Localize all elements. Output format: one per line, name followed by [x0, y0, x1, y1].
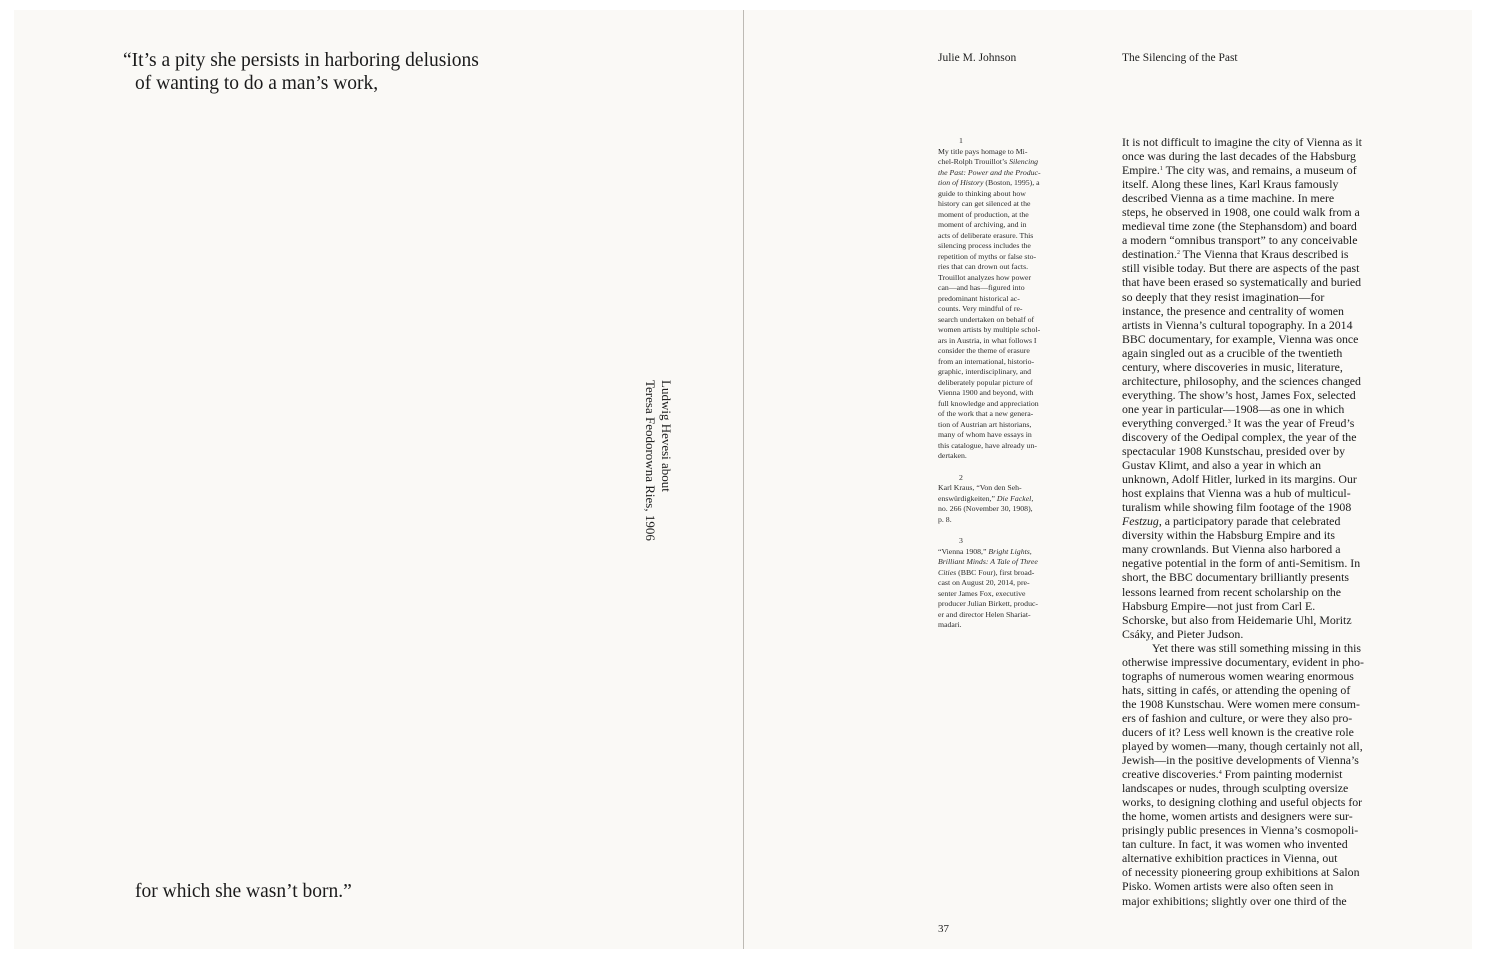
- body-line: so deeply that they resist imagination—for: [1122, 289, 1325, 304]
- footnote-number: 2: [959, 472, 963, 482]
- body-line: Gustav Klimt, and also a year in which an: [1122, 458, 1321, 473]
- footnote-fragment: enswürdigkeiten,”: [938, 493, 997, 503]
- body-line: short, the BBC documentary brilliantly presents: [1122, 570, 1349, 585]
- footnote-line: counts. Very mindful of re-: [938, 304, 1023, 313]
- footnote-1: [938, 136, 1066, 462]
- footnote-line: acts of deliberate erasure. This: [938, 230, 1034, 240]
- body-line: once was during the last decades of the Habsburg: [1122, 149, 1356, 164]
- body-line: artists in Vienna’s cultural topography. In a 2014: [1122, 317, 1353, 332]
- body-line: ducers of it? Less well known is the creative role: [1122, 724, 1354, 739]
- footnote-line: p. 8.: [938, 514, 952, 524]
- footnote-italic: Bright Lights,: [988, 546, 1032, 556]
- footnote-line: [938, 557, 1066, 568]
- body-fragment: The city was, and remains, a museum of: [1162, 163, 1357, 178]
- footnote-italic: Brilliant Minds: A Tale of Three: [938, 557, 1038, 566]
- body-line: negative potential in the form of anti-Semitism. In: [1122, 556, 1361, 571]
- footnote-italic: Cities: [938, 567, 957, 577]
- quote-attribution: [634, 380, 674, 560]
- body-line: [1122, 514, 1392, 528]
- footnote-line: [938, 568, 1066, 579]
- footnote-number: 3: [959, 536, 963, 545]
- body-line: discovery of the Oedipal complex, the year of the: [1122, 429, 1357, 444]
- footnote-line: of the work that a new genera-: [938, 409, 1034, 418]
- footnote-line: guide to thinking about how: [938, 188, 1026, 198]
- footnote-3: [938, 536, 1066, 631]
- footnote-fragment: (BBC Four), first broad-: [956, 567, 1035, 577]
- footnotes-column: [938, 136, 1066, 642]
- body-line: played by women—many, though certainly not all,: [1122, 739, 1363, 754]
- body-line: the 1908 Kunstschau. Were women mere consum-: [1122, 696, 1360, 711]
- body-line: [1122, 163, 1392, 177]
- footnote-line: er and director Helen Shariat-: [938, 609, 1031, 619]
- running-head-author: Julie M. Johnson: [938, 52, 1017, 64]
- body-fragment: , a participatory parade that celebrated: [1158, 514, 1341, 529]
- footnote-line: consider the theme of erasure: [938, 346, 1030, 355]
- footnote-line: moment of production, at the: [938, 209, 1029, 219]
- body-line: steps, he observed in 1908, one could walk from a: [1122, 205, 1360, 220]
- footnote-marker: 1: [1159, 166, 1163, 173]
- body-line: everything. The show’s host, James Fox, selected: [1122, 387, 1356, 402]
- body-line: described Vienna as a time machine. In mere: [1122, 191, 1335, 206]
- body-line: again singled out as a crucible of the twentieth: [1122, 345, 1343, 360]
- footnote-fragment: “Vienna 1908,”: [938, 546, 989, 556]
- footnote-number: 1: [959, 136, 963, 145]
- footnote-line: this catalogue, have already un-: [938, 440, 1037, 450]
- footnote-line: history can get silenced at the: [938, 199, 1031, 208]
- footnote-line: deliberately popular picture of: [938, 377, 1033, 387]
- footnote-line: [938, 494, 1066, 505]
- body-line: prisingly public presences in Vienna’s cosmopoli-: [1122, 823, 1359, 838]
- footnote-line: search undertaken on behalf of: [938, 314, 1035, 324]
- footnote-line: dertaken.: [938, 451, 967, 460]
- footnote-line: Karl Kraus, “Von den Seh-: [938, 483, 1022, 492]
- attribution-line-2: Teresa Feodorowna Ries, 1906: [643, 380, 658, 541]
- body-line: landscapes or nudes, through sculpting oversize: [1122, 781, 1349, 796]
- footnote-line: many of whom have essays in: [938, 430, 1032, 439]
- footnote-fragment: (Boston, 1995), a: [983, 178, 1040, 187]
- quote-line-2: of wanting to do a man’s work,: [135, 73, 379, 94]
- body-line: tographs of numerous women wearing enormous: [1122, 668, 1354, 683]
- footnote-marker: 3: [1227, 418, 1231, 425]
- body-fragment: everything converged.: [1122, 415, 1228, 430]
- page-number: 37: [938, 923, 949, 935]
- body-line: works, to designing clothing and useful objects for: [1122, 795, 1363, 810]
- footnote-line: silencing process includes the: [938, 241, 1031, 250]
- body-line: It is not difficult to imagine the city of Vienna as it: [1122, 135, 1362, 149]
- footnote-line: senter James Fox, executive: [938, 588, 1026, 598]
- body-line: of necessity pioneering group exhibitions at Salon: [1122, 865, 1360, 880]
- footnote-fragment: chel-Rolph Trouillot’s: [938, 157, 1010, 166]
- footnote-line: My title pays homage to Mi-: [938, 146, 1028, 156]
- body-line: instance, the presence and centrality of women: [1122, 303, 1344, 318]
- footnote-italic: the Past: Power and the Produc-: [938, 167, 1041, 177]
- footnote-line: cast on August 20, 2014, pre-: [938, 578, 1030, 587]
- body-line: architecture, philosophy, and the sciences changed: [1122, 373, 1361, 388]
- footnote-line: Vienna 1900 and beyond, with: [938, 388, 1034, 397]
- body-fragment: creative discoveries.: [1122, 767, 1219, 782]
- footnote-line: tion of Austrian art historians,: [938, 419, 1032, 429]
- footnote-line: repetition of myths or false sto-: [938, 251, 1037, 261]
- footnote-italic: tion of History: [938, 178, 984, 187]
- footnote-fragment: ,: [1031, 493, 1034, 503]
- body-fragment: The Vienna that Kraus described is: [1179, 247, 1349, 262]
- body-line: unknown, Adolf Hitler, lurked in its margins. Our: [1122, 472, 1357, 487]
- body-line: alternative exhibition practices in Vienna, out: [1122, 851, 1338, 866]
- footnote-italic: Die Fackel: [996, 493, 1032, 503]
- body-text-column: [1122, 135, 1392, 908]
- footnote-line: [938, 547, 1066, 558]
- footnote-line: women artists by multiple schol-: [938, 325, 1041, 334]
- body-fragment: destination.: [1122, 247, 1177, 262]
- body-line: spectacular 1908 Kunstschau, presided over by: [1122, 444, 1345, 459]
- footnote-line: moment of archiving, and in: [938, 220, 1027, 229]
- body-line: the home, women artists and designers were sur-: [1122, 809, 1353, 824]
- body-line: century, where discoveries in music, literature,: [1122, 359, 1343, 374]
- body-line: BBC documentary, for example, Vienna was once: [1122, 331, 1359, 346]
- footnote-line: [938, 168, 1066, 179]
- body-line: still visible today. But there are aspects of the past: [1122, 261, 1360, 276]
- body-line: [1122, 416, 1392, 430]
- attribution-line-1: Ludwig Hevesi about: [659, 380, 674, 492]
- book-spread: [14, 10, 1472, 949]
- body-line: Yet there was still something missing in this: [1152, 640, 1362, 655]
- footnote-italic: Silencing: [1009, 157, 1039, 166]
- quote-line-1: “It’s a pity she persists in harboring delusions: [123, 50, 479, 71]
- footnote-line: ars in Austria, in what follows I: [938, 335, 1037, 345]
- body-line: one year in particular—1908—as one in which: [1122, 401, 1345, 416]
- footnote-line: graphic, interdisciplinary, and: [938, 367, 1032, 376]
- body-italic: Festzug: [1122, 514, 1159, 529]
- body-line: [1122, 247, 1392, 261]
- body-line: ers of fashion and culture, or were they also pro-: [1122, 710, 1353, 725]
- body-line: Pisko. Women artists were also often seen in: [1122, 879, 1334, 894]
- footnote-marker: 2: [1176, 250, 1180, 257]
- body-fragment: It was the year of Freud’s: [1230, 415, 1355, 430]
- body-fragment: Empire.: [1122, 163, 1160, 178]
- footnote-line: full knowledge and appreciation: [938, 398, 1039, 408]
- body-line: Habsburg Empire—not just from Carl E.: [1122, 598, 1316, 613]
- body-line: medieval time zone (the Stephansdom) and board: [1122, 219, 1357, 234]
- footnote-2: [938, 473, 1066, 526]
- footnote-line: [938, 178, 1066, 189]
- footnote-line: ries that can drown out facts.: [938, 262, 1029, 271]
- page-gutter: [743, 10, 744, 949]
- running-head-title: The Silencing of the Past: [1122, 52, 1238, 64]
- footnote-line: no. 266 (November 30, 1908),: [938, 504, 1033, 513]
- footnote-line: producer Julian Birkett, produc-: [938, 599, 1039, 608]
- body-line: host explains that Vienna was a hub of multicul-: [1122, 486, 1351, 501]
- body-line: otherwise impressive documentary, evident in pho-: [1122, 654, 1364, 669]
- quote-line-3: for which she wasn’t born.”: [135, 881, 352, 902]
- footnote-line: from an international, historio-: [938, 356, 1035, 366]
- footnote-line: [938, 157, 1066, 168]
- body-line: Csáky, and Pieter Judson.: [1122, 626, 1244, 641]
- body-line: that have been erased so systematically and buried: [1122, 275, 1362, 290]
- footnote-line: can—and has—figured into: [938, 283, 1025, 292]
- body-line: itself. Along these lines, Karl Kraus famously: [1122, 177, 1339, 192]
- body-line: many crownlands. But Vienna also harbored a: [1122, 542, 1341, 557]
- body-line: major exhibitions; slightly over one third of the: [1122, 893, 1347, 908]
- footnote-marker: 4: [1218, 770, 1222, 777]
- body-line: a modern “omnibus transport” to any conceivable: [1122, 233, 1358, 248]
- body-line: tan culture. In fact, it was women who invented: [1122, 837, 1348, 852]
- footnote-line: predominant historical ac-: [938, 293, 1020, 303]
- body-line: hats, sitting in cafés, or attending the opening of: [1122, 682, 1351, 697]
- body-line: [1122, 767, 1392, 781]
- footnote-line: madari.: [938, 620, 962, 629]
- body-line: Schorske, but also from Heidemarie Uhl, Moritz: [1122, 612, 1352, 627]
- body-line: lessons learned from recent scholarship on the: [1122, 584, 1342, 599]
- body-line: diversity within the Habsburg Empire and its: [1122, 528, 1335, 543]
- body-line: turalism while showing film footage of the 1908: [1122, 500, 1352, 515]
- footnote-line: Trouillot analyzes how power: [938, 272, 1032, 282]
- body-line: Jewish—in the positive developments of Vienna’s: [1122, 753, 1359, 768]
- body-fragment: From painting modernist: [1221, 767, 1343, 782]
